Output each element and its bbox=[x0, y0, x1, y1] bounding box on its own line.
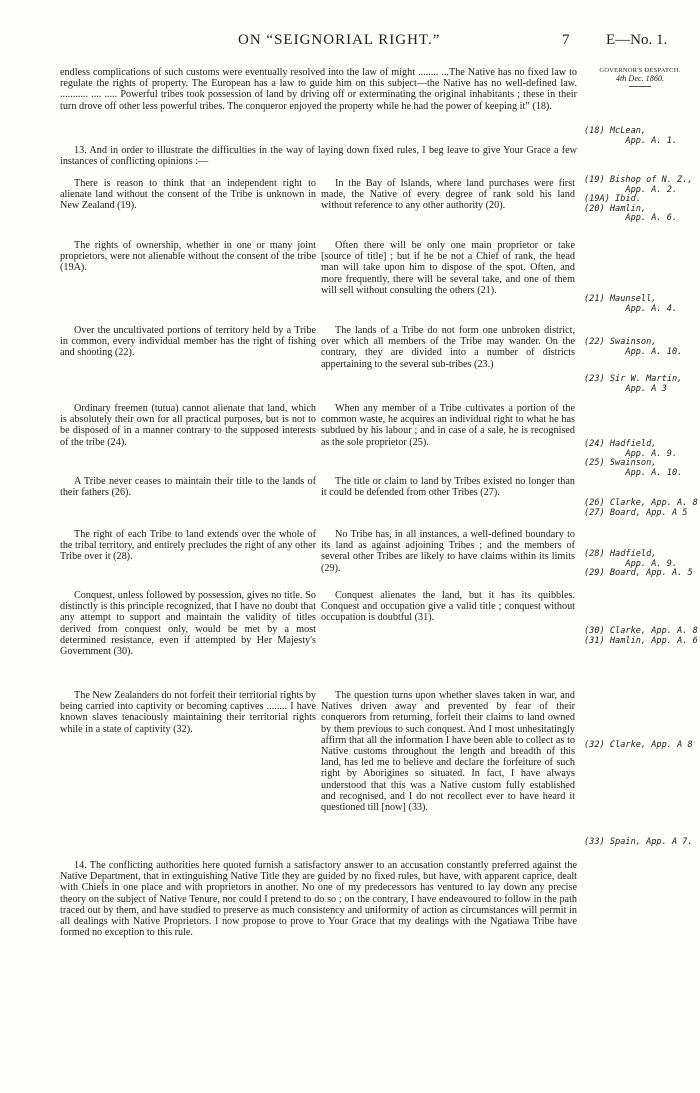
right-column-para-7: Conquest alienates the land, but it has its quibbles. Conquest and occupation give a valid title ; conquest without occupation is doubtful (31). bbox=[321, 590, 575, 624]
page-number: 7 bbox=[562, 32, 570, 48]
right-column-para-2: Often there will be only one main proprietor or take [source of title] ; but if he be not a Chief of rank, the head man will take upon him to dispose of the spot. Often, and more frequently, there will be several take, and one of them will sell without consulting the others (21). bbox=[321, 240, 575, 296]
intro-paragraph-2: 13. And in order to illustrate the difficulties in the way of laying down fixed rules, I beg leave to give Your Grace a few instances of conflicting opinions :— bbox=[60, 145, 577, 168]
left-column-para-7: Conquest, unless followed by possession, gives no title. So distinctly is this principle recognized, that I have no doubt that any attempt to support and maintain the validity of titles derived from conquest only, would be met by a most determined resistance, even if attempted by Her Majesty's Government (30). bbox=[60, 590, 316, 658]
left-column-para-8: The New Zealanders do not forfeit their territorial rights by being carried into captivity or becoming captives ........ I have known slaves tenaciously maintaining their territorial rights while in a state of captivity (32). bbox=[60, 690, 316, 735]
margin-note: (32) Clarke, App. A 8 bbox=[584, 740, 693, 750]
right-column-para-8: The question turns upon whether slaves taken in war, and Natives driven away and prevented by fear of their conquerors from returning, forfeit their claims to land owned by them previous to such conquest. And I most unhesitatingly affirm that all the information I have been able to collect as to Native customs throughout the length and breadth of this land, has led me to believe and declare the forfeiture of such right by Aborigines so situated. In fact, I have always understood that this was a Native custom fully established and recognised, and I do not recollect ever to have heard it questioned till [now] (33). bbox=[321, 690, 575, 814]
margin-note: (33) Spain, App. A 7. bbox=[584, 837, 693, 847]
right-column-para-4: When any member of a Tribe cultivates a portion of the common waste, he acquires an individual right to what he has subdued by his labour ; and in case of a sale, he is recognised as the sole proprietor (25). bbox=[321, 403, 575, 448]
closing-paragraph: 14. The conflicting authorities here quoted furnish a satisfactory answer to an accusation constantly preferred against the Native Department, that in extinguishing Native Title they are guided by no fixed rules, but have, with apparent caprice, dealt with Chiefs in one place and with proprietors in another. No one of my predecessors has ventured to lay down any precise theory on the subject of Native Tenure, nor could I pretend to do so ; on the contrary, I have endeavoured to follow in the path traced out by them, and have studied to preserve as much consistency and uniformity of action as circumstances will permit in all dealings with Native Proprietors. I now propose to prove to Your Grace that my dealings with the Ngatiawa Tribe have formed no exception to this rule. bbox=[60, 860, 577, 939]
margin-heading-rule bbox=[629, 86, 651, 87]
margin-heading-line1: GOVERNOR'S DESPATCH. bbox=[599, 67, 681, 74]
left-column-para-5: A Tribe never ceases to maintain their title to the lands of their fathers (26). bbox=[60, 476, 316, 499]
page-header bbox=[0, 32, 700, 52]
margin-heading-date: 4th Dec. 1860. bbox=[615, 74, 665, 83]
right-column-para-6: No Tribe has, in all instances, a well-defined boundary to its land as against adjoining Tribes ; and the members of several other Tribes are likely to have claims within its limits (29). bbox=[321, 529, 575, 574]
margin-note: (24) Hadfield, App. A. 9. (25) Swainson, App. A. 10. bbox=[584, 439, 683, 478]
left-column-para-1: There is reason to think that an independent right to alienate land without the consent of the Tribe is unknown in New Zealand (19). bbox=[60, 178, 316, 212]
margin-note: (22) Swainson, App. A. 10. bbox=[584, 337, 683, 357]
margin-note: (28) Hadfield, App. A. 9. (29) Board, App. A. 5 bbox=[584, 549, 693, 578]
margin-note: (18) McLean, App. A. 1. bbox=[584, 126, 678, 146]
page-title: ON “SEIGNORIAL RIGHT.” bbox=[238, 32, 441, 48]
intro-paragraph-1: endless complications of such customs were eventually resolved into the law of might ........ ...The Native has no fixed law to regulate the rights of property. The European has a law to guide him on this subject—the Native has no well-defined law. ........... .... ..... Powerful tribes took possession of land by driving off or exterminating the original inhabitants ; these in their turn drove off other less powerful tribes. The conqueror enjoyed the property while he had the power of keeping it” (18). bbox=[60, 67, 577, 112]
left-column-para-3: Over the uncultivated portions of territory held by a Tribe in common, every individual member has the right of fishing and shooting (22). bbox=[60, 325, 316, 359]
document-reference: E—No. 1. bbox=[606, 32, 668, 48]
right-column-para-3: The lands of a Tribe do not form one unbroken district, over which all members of the Tribe may wander. On the contrary, they are divided into a number of districts appertaining to the several sub-tribes (23.) bbox=[321, 325, 575, 370]
left-column-para-4: Ordinary freemen (tutua) cannot alienate that land, which is absolutely their own for all practical purposes, but is not to be disposed of in a manner contrary to the supposed interests of the tribe (24). bbox=[60, 403, 316, 448]
margin-note: (30) Clarke, App. A. 8 (31) Hamlin, App. A. 6 bbox=[584, 626, 698, 646]
right-column-para-5: The title or claim to land by Tribes existed no longer than it could be defended from other Tribes (27). bbox=[321, 476, 575, 499]
margin-note: (21) Maunsell, App. A. 4. bbox=[584, 294, 678, 314]
margin-heading bbox=[584, 67, 696, 87]
left-column-para-6: The right of each Tribe to land extends over the whole of the tribal territory, and entirely precludes the right of any other Tribe over it (28). bbox=[60, 529, 316, 563]
margin-note: (19) Bishop of N. Z., App. A. 2. (19A) Ibid. (20) Hamlin, App. A. 6. bbox=[584, 175, 693, 223]
left-column-para-2: The rights of ownership, whether in one or many joint proprietors, were not alienable without the consent of the tribe (19A). bbox=[60, 240, 316, 274]
margin-note: (26) Clarke, App. A. 8 (27) Board, App. A 5 bbox=[584, 498, 698, 518]
margin-note: (23) Sir W. Martin, App. A 3 bbox=[584, 374, 683, 394]
right-column-para-1: In the Bay of Islands, where land purchases were first made, the Native of every degree of rank sold his land without reference to any other authority (20). bbox=[321, 178, 575, 212]
